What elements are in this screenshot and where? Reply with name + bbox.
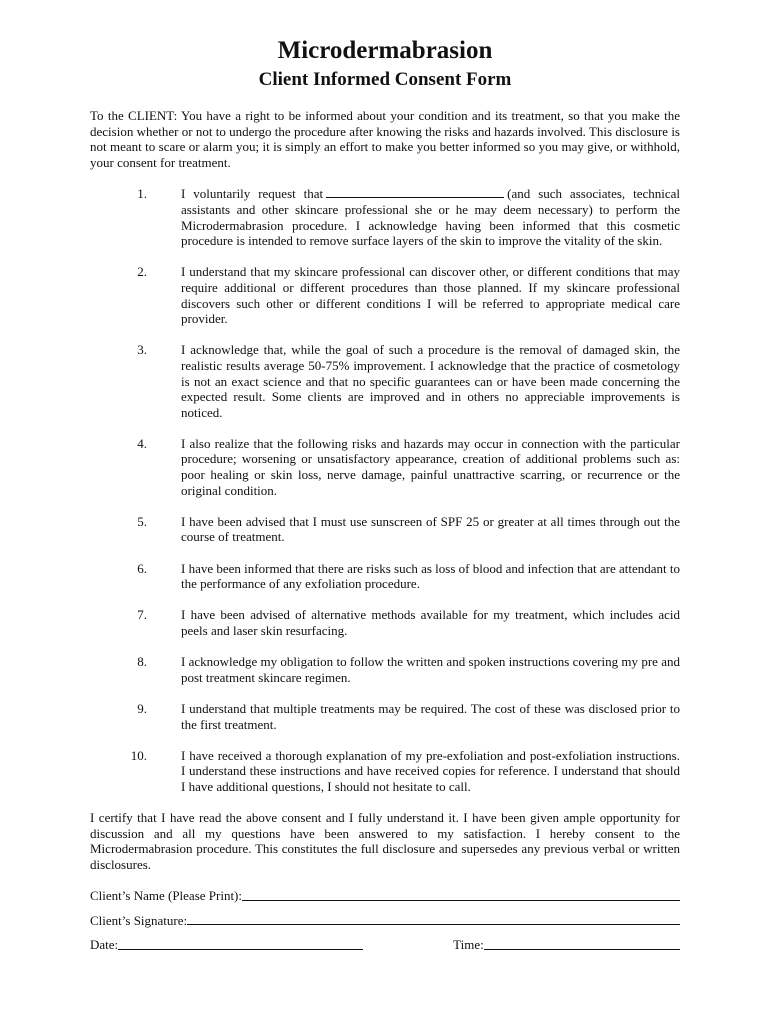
client-name-field[interactable] [242, 888, 680, 901]
item-text: I have been advised of alternative methods available for my treatment, which includes acid peels and laser skin resurfacing. [181, 607, 680, 638]
consent-item-8 [90, 654, 680, 685]
item-text: I have received a thorough explanation of my pre-exfoliation and post-exfoliation instructions. I understand these instructions and have received copies for reference. I understand that should I have additional questions, I should not hesitate to call. [181, 747, 680, 794]
consent-item-3 [90, 342, 680, 420]
item-text: I acknowledge that, while the goal of such a procedure is the removal of damaged skin, the realistic results average 50-75% improvement. I acknowledge that the practice of cosmetology is not an exact science and that no specific guarantees can or have been made concerning the expected result. Some clients are improved and in others no appreciable improvements is noticed. [181, 342, 680, 420]
date-field[interactable] [118, 937, 363, 950]
item-text: I have been advised that I must use sunscreen of SPF 25 or greater at all times through out the course of treatment. [181, 513, 680, 545]
item-number: 1. [137, 186, 147, 202]
item-number: 3. [137, 342, 147, 358]
client-signature-row [90, 912, 680, 928]
item-text: I understand that multiple treatments may be required. The cost of these was disclosed prior to the first treatment. [181, 700, 680, 732]
consent-item-4 [90, 436, 680, 498]
consent-item-10 [90, 748, 680, 795]
professional-name-blank[interactable] [326, 186, 504, 198]
document-subtitle: Client Informed Consent Form [258, 69, 512, 90]
item-number: 10. [130, 747, 147, 763]
client-name-label: Client’s Name (Please Print): [90, 887, 243, 903]
consent-items-list [90, 186, 680, 794]
item-text: I have been informed that there are risks such as loss of blood and infection that are attendant to the performance of any exfoliation procedure. [181, 560, 680, 592]
item-text [181, 186, 680, 248]
item-1-text-after: (and such associates, technical assistants and other skincare professional she or he may deem necessary) to perform the Microdermabrasion procedure. I acknowledge having been informed that this cosmetic procedure is intended to remove surface layers of the skin to improve the vitality of the skin. [181, 186, 680, 249]
consent-item-5 [90, 514, 680, 545]
intro-paragraph: To the CLIENT: You have a right to be informed about your condition and its treatment, so that you make the decision whether or not to undergo the procedure after knowing the risks and hazards involved. This disclosure is not meant to scare or alarm you; it is simply an effort to make you better informed so you may give, or withhold, your consent for treatment. [90, 108, 680, 170]
client-signature-field[interactable] [187, 912, 680, 925]
item-number: 6. [137, 560, 147, 576]
item-number: 2. [137, 264, 147, 280]
item-text: I also realize that the following risks and hazards may occur in connection with the particular procedure; worsening or unsatisfactory appearance, creation of additional problems such as: poor healing or skin loss, nerve damage, painful unattractive scarring, or recurrence or the original condition. [181, 435, 680, 498]
time-field[interactable] [484, 937, 680, 950]
document-title: Microdermabrasion [277, 37, 493, 64]
certification-paragraph: I certify that I have read the above consent and I fully understand it. I have been given ample opportunity for discussion and all my questions have been answered to my satisfaction. I hereby consent to the Microdermabrasion procedure. This constitutes the full disclosure and supersedes any previous verbal or written disclosures. [90, 810, 680, 872]
item-number: 7. [137, 607, 147, 623]
consent-item-7 [90, 607, 680, 638]
date-label: Date: [90, 937, 119, 953]
item-1-text-before: I voluntarily request that [181, 186, 324, 202]
client-signature-label: Client’s Signature: [90, 912, 188, 928]
item-number: 8. [137, 654, 147, 670]
item-number: 5. [137, 513, 147, 529]
date-time-row [90, 937, 680, 953]
time-label: Time: [453, 937, 484, 953]
item-number: 9. [137, 700, 147, 716]
consent-form-page [90, 36, 680, 953]
consent-item-2 [90, 264, 680, 326]
consent-item-9 [90, 701, 680, 732]
consent-item-1 [90, 186, 680, 248]
client-name-row [90, 888, 680, 904]
item-text: I understand that my skincare professional can discover other, or different conditions that may require additional or different procedures than those planned. If my skincare professional discovers such other or different conditions I will be referred to appropriate medical care provider. [181, 264, 680, 327]
item-number: 4. [137, 435, 147, 451]
consent-item-6 [90, 561, 680, 592]
item-text: I acknowledge my obligation to follow the written and spoken instructions covering my pre and post treatment skincare regimen. [181, 654, 680, 685]
